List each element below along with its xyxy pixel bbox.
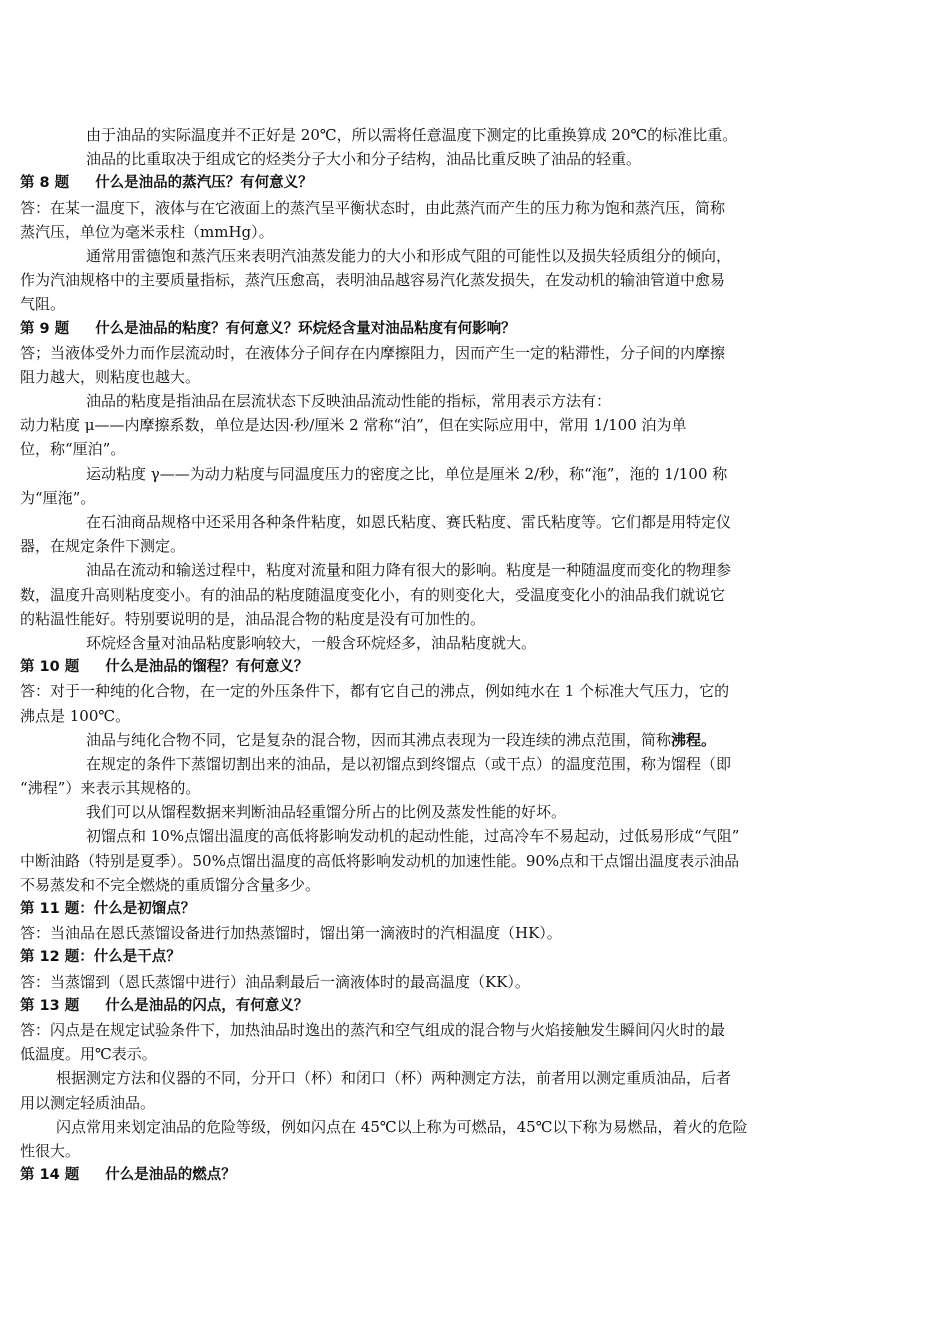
paragraph-line: “沸程”）来表示其规格的。 [20,779,201,798]
paragraph-line: 答；当液体受外力而作层流动时，在液体分子间存在内摩擦阻力，因而产生一定的粘滞性，分子间的内摩擦 [20,343,726,362]
paragraph-line: 气阻。 [20,295,66,314]
paragraph-line: 作为汽油规格中的主要质量指标，蒸汽压愈高，表明油品越容易汽化蒸发损失，在发动机的输油管道中愈易 [20,271,726,290]
document-page [20,123,922,1187]
question-heading [20,994,922,1018]
paragraph-line: 闪点常用来划定油品的危险等级，例如闪点在 45℃以上称为可燃品，45℃以下称为易燃品，着火的危险 [56,1117,748,1136]
question-number: 第 13 题 [20,997,80,1014]
paragraph-line: 答：对于一种纯的化合物，在一定的外压条件下，都有它自己的沸点，例如纯水在 1 个标准大气压力，它的 [20,682,730,701]
question-number: 第 9 题 [20,320,70,337]
paragraph-line: 答：当蒸馏到（恩氏蒸馏中进行）油品剩最后一滴液体时的最高温度（KK）。 [20,972,530,991]
paragraph-line: 为“厘沲”。 [20,488,96,507]
question-text: 什么是油品的馏程？有何意义？ [105,659,309,676]
question-heading [20,317,922,341]
paragraph-line: 在石油商品规格中还采用各种条件粘度，如恩氏粘度、赛氏粘度、雷氏粘度等。它们都是用特定仪 [86,513,732,531]
question-heading [20,1163,922,1187]
question-heading: 第 11 题：什么是初馏点？ [20,901,196,917]
paragraph-line: 油品的粘度是指油品在层流状态下反映油品流动性能的指标，常用表示方法有： [86,392,612,411]
paragraph-line: 运动粘度 γ——为动力粘度与同温度压力的密度之比，单位是厘米 2/秒，称“沲”，沲的 1/100 称 [86,464,728,483]
paragraph-line: 油品在流动和输送过程中，粘度对流量和阻力降有很大的影响。粘度是一种随温度而变化的物理参 [86,561,732,580]
paragraph-line: 油品的比重取决于组成它的烃类分子大小和分子结构，油品比重反映了油品的轻重。 [86,150,642,169]
question-text: 什么是油品的粘度？有何意义？环烷烃含量对油品粘度有何影响？ [95,320,516,337]
paragraph-line: 答：在某一温度下，液体与在它液面上的蒸汽呈平衡状态时，由此蒸汽而产生的压力称为饱和蒸汽压，简称 [20,198,726,217]
question-text: 什么是油品的闪点，有何意义？ [105,997,309,1014]
question-number: 第 14 题 [20,1167,80,1184]
paragraph-line: 在规定的条件下蒸馏切割出来的油品，是以初馏点到终馏点（或干点）的温度范围，称为馏程（即 [86,754,732,773]
question-text: 什么是油品的燃点？ [105,1167,236,1184]
bold-term: 沸程。 [671,730,717,749]
paragraph-line: 环烷烃含量对油品粘度影响较大，一般含环烷烃多，油品粘度就大。 [86,633,537,652]
paragraph-line: 答：闪点是在规定试验条件下，加热油品时逸出的蒸汽和空气组成的混合物与火焰接触发生瞬间闪火时的最 [20,1020,726,1039]
paragraph-line: 性很大。 [20,1141,81,1160]
paragraph-line: 位，称“厘泊”。 [20,440,126,459]
paragraph-line: 器，在规定条件下测定。 [20,537,186,556]
question-text: 什么是油品的蒸汽压？有何意义？ [95,175,313,192]
paragraph-line: 初馏点和 10%点馏出温度的高低将影响发动机的起动性能，过高冷车不易起动，过低易形成“气阻” [86,827,740,846]
question-number: 第 8 题 [20,175,70,192]
paragraph-line: 沸点是 100℃。 [20,706,131,725]
paragraph-line: 的粘温性能好。特别要说明的是，油品混合物的粘度是没有可加性的。 [20,609,486,628]
paragraph-line [20,728,922,752]
paragraph-line: 低温度。用℃表示。 [20,1045,157,1064]
paragraph-line: 由于油品的实际温度并不正好是 20℃，所以需将任意温度下测定的比重换算成 20℃的标准比重。 [86,126,738,144]
question-heading [20,655,922,679]
paragraph-line: 我们可以从馏程数据来判断油品轻重馏分所占的比例及蒸发性能的好坏。 [86,803,567,822]
paragraph-line: 数，温度升高则粘度变小。有的油品的粘度随温度变化小，有的则变化大，受温度变化小的油品我们就说它 [20,585,726,604]
question-heading [20,171,922,195]
paragraph-line: 通常用雷德饱和蒸汽压来表明汽油蒸发能力的大小和形成气阻的可能性以及损失轻质组分的倾向， [86,246,732,265]
line-text: 油品与纯化合物不同，它是复杂的混合物，因而其沸点表现为一段连续的沸点范围，简称 [86,730,672,749]
paragraph-line: 中断油路（特别是夏季）。50%点馏出温度的高低将影响发动机的加速性能。90%点和干点馏出温度表示油品 [20,851,740,870]
paragraph-line: 阻力越大，则粘度也越大。 [20,367,201,386]
paragraph-line: 不易蒸发和不完全燃烧的重质馏分含量多少。 [20,875,321,894]
paragraph-line: 动力粘度 μ——内摩擦系数，单位是达因·秒/厘米 2 常称“泊”，但在实际应用中，常用 1/100 泊为单 [20,416,687,435]
question-heading: 第 12 题：什么是干点？ [20,949,181,966]
paragraph-line: 用以测定轻质油品。 [20,1093,156,1112]
question-number: 第 10 题 [20,659,80,676]
paragraph-line: 答：当油品在恩氏蒸馏设备进行加热蒸馏时，馏出第一滴液时的汽相温度（HK）。 [20,924,562,943]
paragraph-line: 根据测定方法和仪器的不同，分开口（杯）和闭口（杯）两种测定方法，前者用以测定重质油品，后者 [56,1069,732,1088]
paragraph-line: 蒸汽压，单位为毫米汞柱（mmHg）。 [20,222,274,241]
